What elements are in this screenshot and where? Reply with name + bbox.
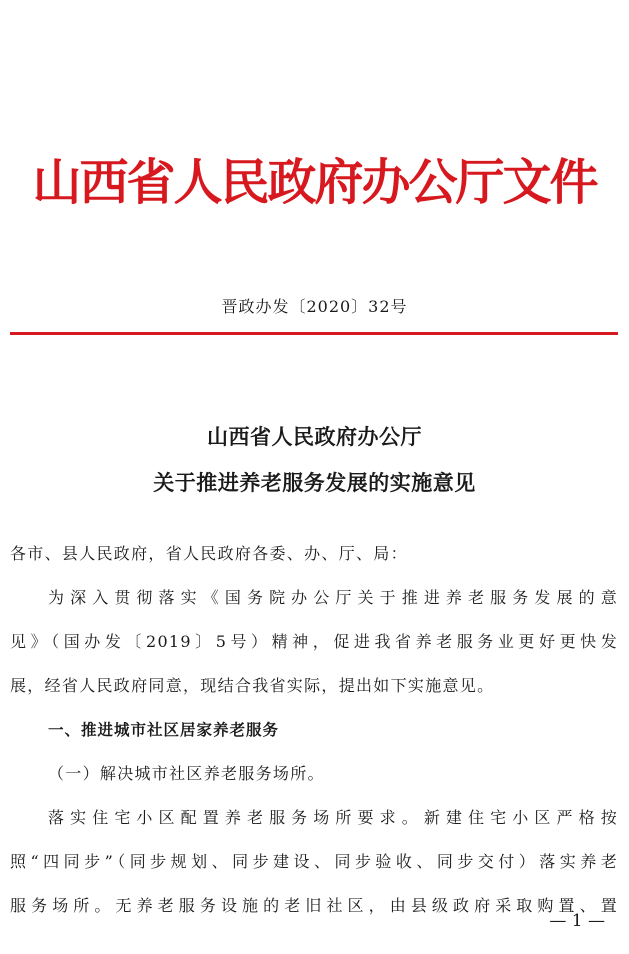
paragraph-line: 服务场所。无养老服务设施的老旧社区，由县级政府采取购置、置 xyxy=(10,896,618,915)
salutation: 各市、县人民政府，省人民政府各委、办、厅、局： xyxy=(10,544,408,563)
document-title-line-1: 山西省人民政府办公厅 xyxy=(207,425,422,449)
paragraph-line: 为深入贯彻落实《国务院办公厅关于推进养老服务发展的意 xyxy=(48,588,618,607)
document-title-line-2: 关于推进养老服务发展的实施意见 xyxy=(153,471,476,495)
paragraph-line: 见》（国办发〔2019〕5号）精神，促进我省养老服务业更好更快发 xyxy=(10,632,618,651)
subsection-heading: （一）解决城市社区养老服务场所。 xyxy=(48,764,325,783)
document-number: 晋政办发〔2020〕32号 xyxy=(221,297,408,316)
page-number: — 1 — xyxy=(549,911,605,931)
section-heading: 一、推进城市社区居家养老服务 xyxy=(48,721,280,739)
paragraph-line: 展，经省人民政府同意，现结合我省实际，提出如下实施意见。 xyxy=(10,676,495,695)
paragraph-line: 照“四同步”（同步规划、同步建设、同步验收、同步交付）落实养老 xyxy=(10,852,618,871)
paragraph-line: 落实住宅小区配置养老服务场所要求。新建住宅小区严格按 xyxy=(48,808,618,827)
red-divider-rule xyxy=(10,332,618,335)
document-body xyxy=(10,532,618,928)
document-masthead: 山西省人民政府办公厅文件 xyxy=(32,153,597,211)
